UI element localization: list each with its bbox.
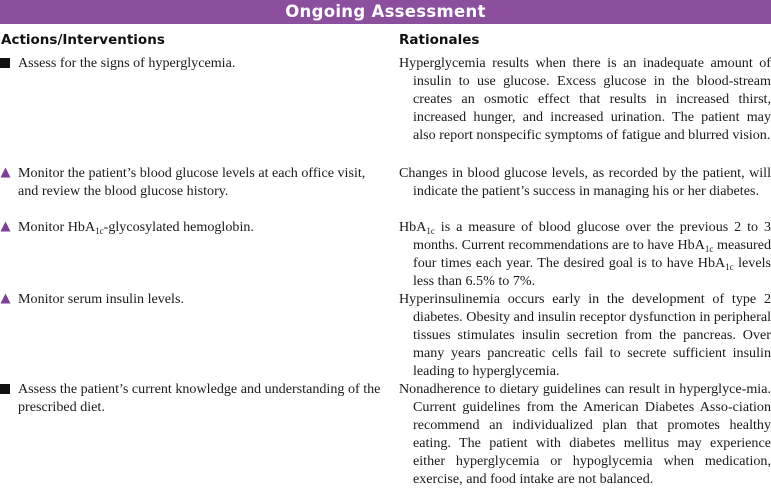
action-item [0,54,385,72]
square-bullet-icon [0,384,10,394]
rationale-text: Changes in blood glucose levels, as recorded by the patient, will indicate the patient’s success in managing his or her diabetes. [399,165,771,199]
triangle-bullet-icon [0,167,11,178]
triangle-bullet-icon [0,293,11,304]
action-item [0,290,385,308]
action-text: Monitor HbA$_{1c}$-glycosylated hemoglobin. [18,219,254,236]
rationale-text: Hyperinsulinemia occurs early in the development of type 2 diabetes. Obesity and insulin receptor dysfunction in peripheral tissues stimulates insulin secretion from the pancreas. Over many years pancreatic cells fail to secrete sufficient insulin leading to hyperglycemia. [399,291,771,379]
rationale-text: HbA$_{1c}$ is a measure of blood glucose over the previous 2 to 3 months. Current recommendations are to have HbA$_{1c}$ measured four times each year. The desired goal is to have HbA$_{1c}$ levels less than 6.5% to 7%. [399,219,771,289]
rationale-text: Hyperglycemia results when there is an inadequate amount of insulin to use glucose. Excess glucose in the blood-stream creates an osmotic effect that results in increased thirst, increased hunger, and increased urination. The patient may also report nonspecific symptoms of fatigue and blurred vision. [399,55,771,143]
action-text: Monitor serum insulin levels. [18,291,184,307]
action-text: Assess the patient’s current knowledge and understanding of the prescribed diet. [18,381,381,415]
actions-column-header: Actions/Interventions [1,32,165,48]
action-text: Monitor the patient’s blood glucose levels at each office visit, and review the blood glucose history. [18,165,366,199]
action-item [0,380,385,416]
action-item [0,164,385,200]
square-bullet-icon [0,58,10,68]
rationale-text: Nonadherence to dietary guidelines can result in hyperglyce-mia. Current guidelines from the American Diabetes Asso-ciation recommend an individualized plan that promotes healthy eating. The patient with diabetes mellitus may experience either hyperglycemia or hypoglycemia when medication, exercise, and food intake are not balanced. [399,381,771,487]
action-item [0,218,385,236]
rationales-column-header: Rationales [399,32,480,48]
triangle-bullet-icon [0,221,11,232]
section-banner: Ongoing Assessment [0,0,771,24]
action-text: Assess for the signs of hyperglycemia. [18,55,236,71]
